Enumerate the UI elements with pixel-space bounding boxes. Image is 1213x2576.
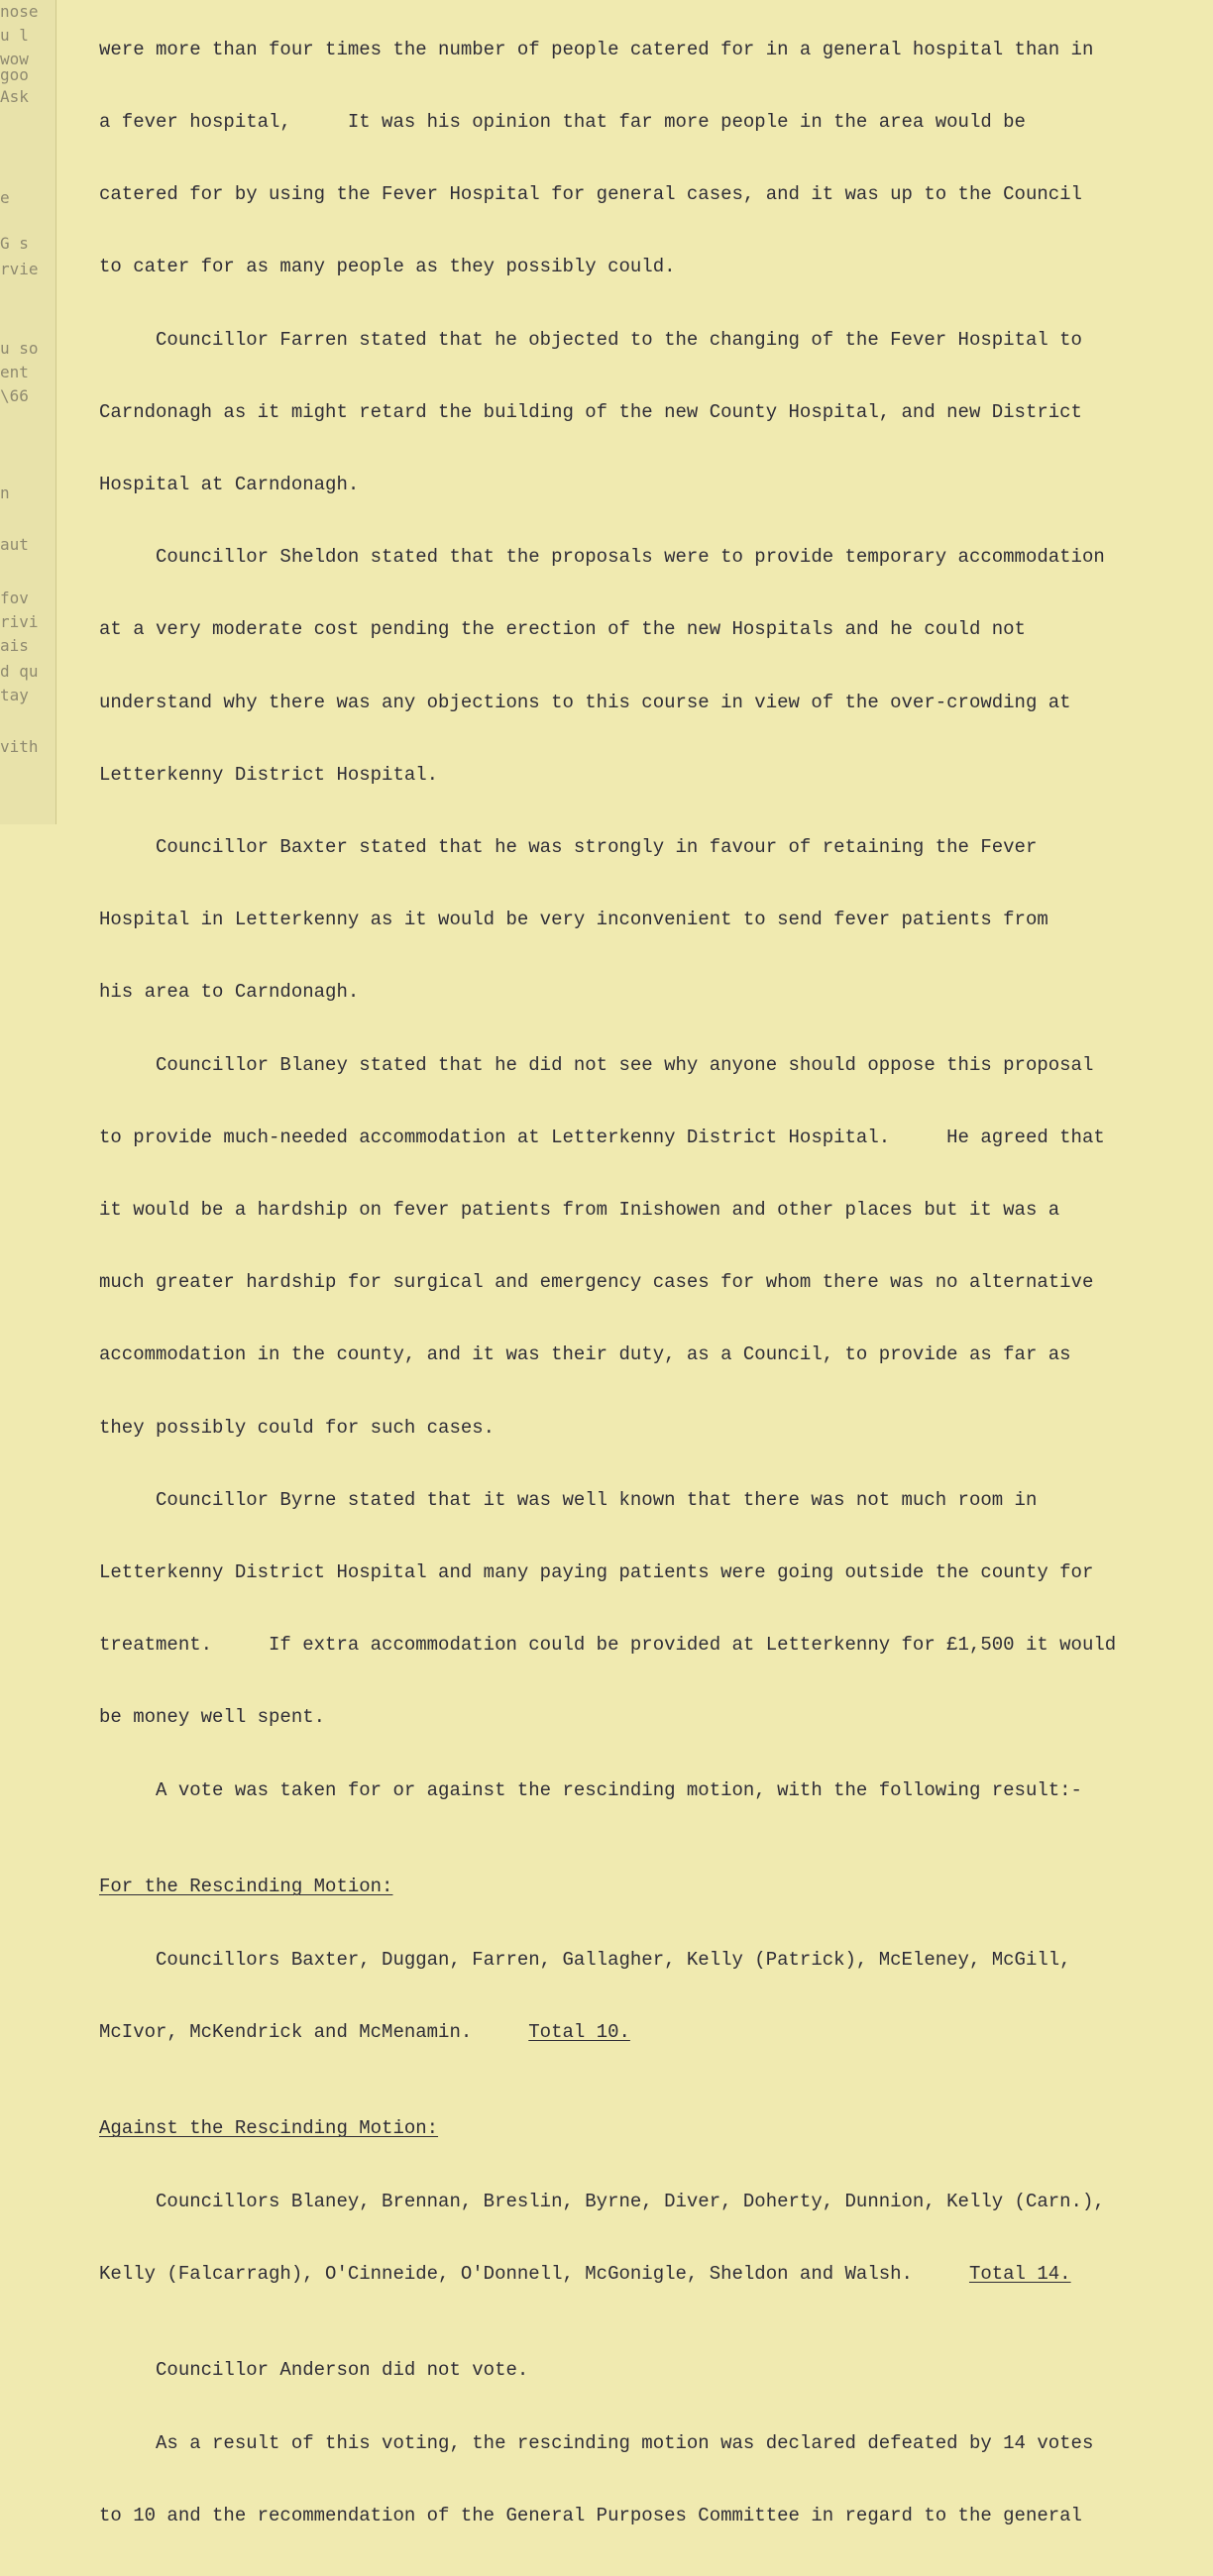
against-total: Total 14. xyxy=(968,2262,1071,2285)
margin-fragment: rivi xyxy=(0,612,39,631)
for-heading-line xyxy=(99,1875,1199,1898)
for-heading: For the Rescinding Motion: xyxy=(99,1876,393,1898)
text-line: Councillor Anderson did not vote. xyxy=(99,2359,529,2382)
margin-fragment: n xyxy=(0,483,10,502)
text-line: Letterkenny District Hospital. xyxy=(99,763,439,786)
margin-fragment: e xyxy=(0,188,10,207)
text-line: Hospital at Carndonagh. xyxy=(99,474,360,496)
against-councillors-line-2 xyxy=(99,2262,1199,2286)
text-line: As a result of this voting, the rescinding motion was declared defeated by 14 votes xyxy=(99,2431,1094,2454)
text-line: Councillor Byrne stated that it was well known that there was not much room in xyxy=(99,1488,1038,1511)
text-line: to cater for as many people as they possibly could. xyxy=(99,256,676,278)
against-councillors-line: Councillors Blaney, Brennan, Breslin, Byrne, Diver, Doherty, Dunnion, Kelly (Carn.), xyxy=(99,2190,1105,2212)
margin-fragment: tay xyxy=(0,686,29,704)
margin-fragment: ent xyxy=(0,363,29,381)
text-line: understand why there was any objections to this course in view of the over-crowding at xyxy=(99,691,1071,713)
margin-fragment: nose xyxy=(0,2,39,21)
against-heading: Against the Rescinding Motion: xyxy=(99,2117,439,2140)
text-line: Councillor Blaney stated that he did not see why anyone should oppose this proposal xyxy=(99,1053,1094,1076)
text-line: to 10 and the recommendation of the General Purposes Committee in regard to the general xyxy=(99,2504,1082,2526)
text-line: his area to Carndonagh. xyxy=(99,981,360,1004)
text-line: to provide much-needed accommodation at Letterkenny District Hospital. He agreed that xyxy=(99,1126,1105,1148)
text-line: Councillor Farren stated that he objected to the changing of the Fever Hospital to xyxy=(99,328,1082,351)
for-councillors-names: McIvor, McKendrick and McMenamin. xyxy=(99,2020,529,2043)
margin-fragment: u so xyxy=(0,339,39,358)
margin-fragment: vith xyxy=(0,737,39,756)
against-councillors-names: Kelly (Falcarragh), O'Cinneide, O'Donnell, McGonigle, Sheldon and Walsh. xyxy=(99,2262,969,2285)
text-line: be money well spent. xyxy=(99,1706,326,1729)
margin-fragment: fov xyxy=(0,589,29,607)
margin-fragment: aut xyxy=(0,535,29,554)
text-line: Councillor Sheldon stated that the proposals were to provide temporary accommodation xyxy=(99,546,1105,569)
text-line: it would be a hardship on fever patients from Inishowen and other places but it was a xyxy=(99,1199,1060,1222)
for-total: Total 10. xyxy=(528,2020,630,2043)
text-line: treatment. If extra accommodation could be provided at Letterkenny for £1,500 it would xyxy=(99,1634,1117,1657)
text-line: a fever hospital, It was his opinion that far more people in the area would be xyxy=(99,111,1026,134)
margin-fragment: rvie xyxy=(0,260,39,278)
text-line: much greater hardship for surgical and emergency cases for whom there was no alternative xyxy=(99,1271,1094,1294)
text-line: Carndonagh as it might retard the building of the new County Hospital, and new District xyxy=(99,400,1082,423)
text-line: they possibly could for such cases. xyxy=(99,1416,496,1439)
against-heading-line xyxy=(99,2116,1199,2140)
margin-fragment: \66 xyxy=(0,386,29,405)
text-line: accommodation in the county, and it was their duty, as a Council, to provide as far as xyxy=(99,1343,1071,1366)
margin-fragment: G s xyxy=(0,234,29,253)
text-line: Councillor Baxter stated that he was strongly in favour of retaining the Fever xyxy=(99,836,1038,859)
margin-fragment: d qu xyxy=(0,662,39,681)
text-line: were more than four times the number of people catered for in a general hospital than in xyxy=(99,38,1094,60)
for-councillors-line-2 xyxy=(99,2020,1199,2044)
text-line: catered for by using the Fever Hospital for general cases, and it was up to the Council xyxy=(99,183,1082,206)
text-line: Letterkenny District Hospital and many paying patients were going outside the county for xyxy=(99,1561,1094,1584)
adjacent-page-margin xyxy=(0,0,56,824)
for-councillors-line: Councillors Baxter, Duggan, Farren, Gallagher, Kelly (Patrick), McEleney, McGill, xyxy=(99,1948,1071,1971)
text-line: at a very moderate cost pending the erection of the new Hospitals and he could not xyxy=(99,618,1026,641)
text-line: A vote was taken for or against the rescinding motion, with the following result:- xyxy=(99,1778,1082,1801)
minutes-text xyxy=(99,0,1199,2576)
text-line: Hospital in Letterkenny as it would be very inconvenient to send fever patients from xyxy=(99,909,1048,931)
margin-fragment: u l xyxy=(0,26,29,45)
margin-fragment: ais xyxy=(0,636,29,655)
margin-fragment: Ask xyxy=(0,87,29,106)
margin-fragment: goo xyxy=(0,65,29,84)
margin-fragment: wow xyxy=(0,50,29,68)
